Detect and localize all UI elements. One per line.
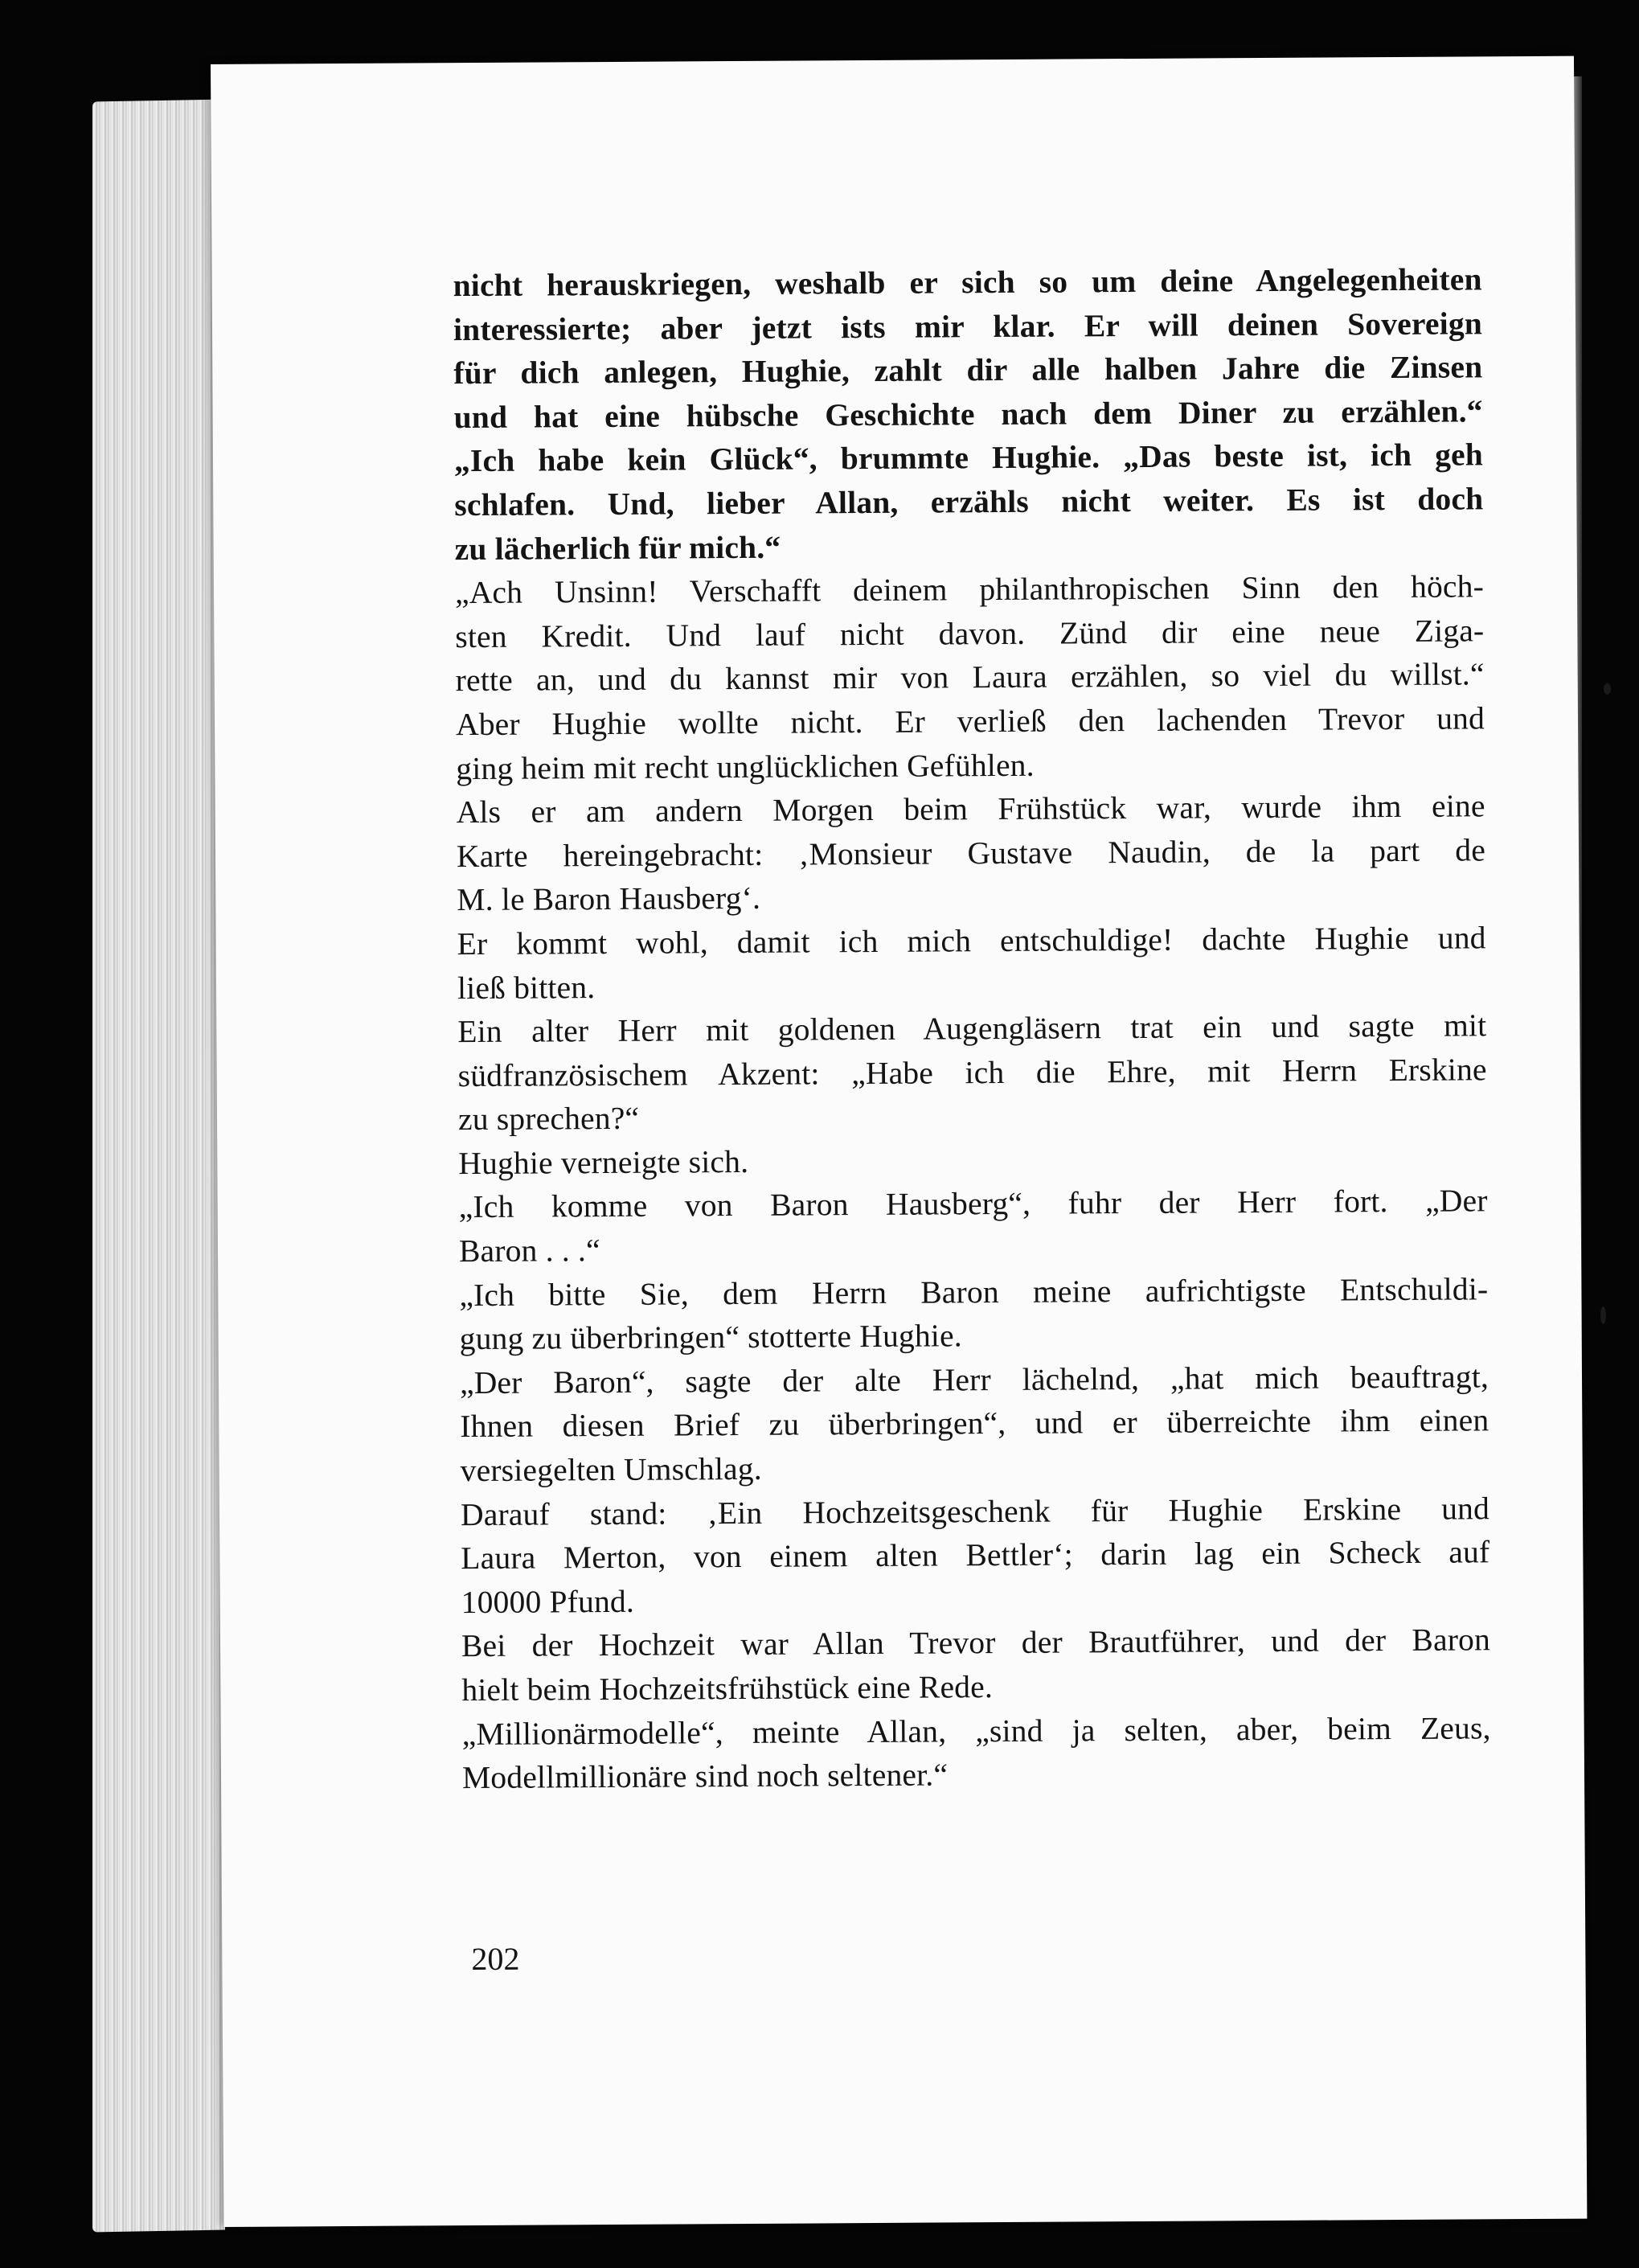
text-line: sten Kredit. Und lauf nicht davon. Zünd dir eine neue Ziga- xyxy=(455,613,1485,654)
text-line: nicht herauskriegen, weshalb er sich so um deine Angelegenheiten xyxy=(453,261,1482,304)
text-line: ließ bitten. xyxy=(457,969,596,1006)
text-line: Aber Hughie wollte nicht. Er verließ den lachenden Trevor und xyxy=(455,700,1485,743)
text-line: schlafen. Und, lieber Allan, erzähls nicht weiter. Es ist doch xyxy=(454,481,1484,523)
text-line: „Ich habe kein Glück“, brummte Hughie. „Das beste ist, ich geh xyxy=(453,437,1484,479)
text-line: Als er am andern Morgen beim Frühstück war, wurde ihm eine xyxy=(456,788,1485,831)
text-line: Hughie verneigte sich. xyxy=(458,1143,749,1182)
body-text xyxy=(453,257,1492,1800)
text-line: Modellmillionäre sind noch seltener.“ xyxy=(461,1757,949,1796)
text-line: interessierte; aber jetzt ists mir klar. Er will deinen Sovereign xyxy=(453,305,1483,347)
text-line: Er kommt wohl, damit ich mich entschuldige! dachte Hughie und xyxy=(457,920,1486,962)
text-line: Karte hereingebracht: ‚Monsieur Gustave Naudin, de la part de xyxy=(456,832,1486,874)
text-line: Ihnen diesen Brief zu überbringen“, und er überreichte ihm einen xyxy=(460,1402,1489,1445)
text-line: „Ich komme von Baron Hausberg“, fuhr der Herr fort. „Der xyxy=(458,1183,1488,1225)
text-line: Ein alter Herr mit goldenen Augengläsern trat ein und sagte mit xyxy=(457,1007,1487,1050)
text-line: Baron . . .“ xyxy=(458,1232,600,1269)
text-line: hielt beim Hochzeitsfrühstück eine Rede. xyxy=(461,1669,994,1708)
text-line: für dich anlegen, Hughie, zahlt dir alle halben Jahre die Zinsen xyxy=(453,349,1483,392)
book-page xyxy=(211,56,1587,2227)
text-line: Bei der Hochzeit war Allan Trevor der Brautführer, und der Baron xyxy=(461,1622,1491,1664)
text-line: und hat eine hübsche Geschichte nach dem Diner zu erzählen.“ xyxy=(453,393,1483,435)
text-line: „Millionärmodelle“, meinte Allan, „sind ja selten, aber, beim Zeus, xyxy=(461,1709,1491,1752)
text-line: zu sprechen?“ xyxy=(457,1101,640,1138)
text-line: ging heim mit recht unglücklichen Gefühlen. xyxy=(456,747,1035,786)
page-stack-edges xyxy=(92,100,225,2233)
text-line: M. le Baron Hausberg‘. xyxy=(457,880,761,918)
text-line: „Der Baron“, sagte der alte Herr lächelnd, „hat mich beauftragt, xyxy=(459,1359,1489,1401)
scan-dust-mark xyxy=(1604,683,1611,695)
scan-dust-mark xyxy=(1600,1306,1606,1324)
text-line: gung zu überbringen“ stotterte Hughie. xyxy=(459,1318,962,1357)
text-line: südfranzösischem Akzent: „Habe ich die Ehre, mit Herrn Erskine xyxy=(457,1052,1487,1093)
text-line: „Ich bitte Sie, dem Herrn Baron meine aufrichtigste Entschuldi- xyxy=(459,1270,1489,1313)
page-number: 202 xyxy=(471,1940,520,1978)
text-line: 10000 Pfund. xyxy=(461,1583,635,1620)
text-line: rette an, und du kannst mir von Laura erzählen, so viel du willst.“ xyxy=(455,656,1485,699)
text-line: zu lächerlich für mich.“ xyxy=(454,529,781,567)
text-line: „Ach Unsinn! Verschafft deinem philanthropischen Sinn den höch- xyxy=(454,568,1485,611)
text-line: Laura Merton, von einem alten Bettler‘; darin lag ein Scheck auf xyxy=(461,1534,1490,1577)
text-line: versiegelten Umschlag. xyxy=(460,1450,762,1489)
text-line: Darauf stand: ‚Ein Hochzeitsgeschenk für Hughie Erskine und xyxy=(460,1490,1490,1532)
